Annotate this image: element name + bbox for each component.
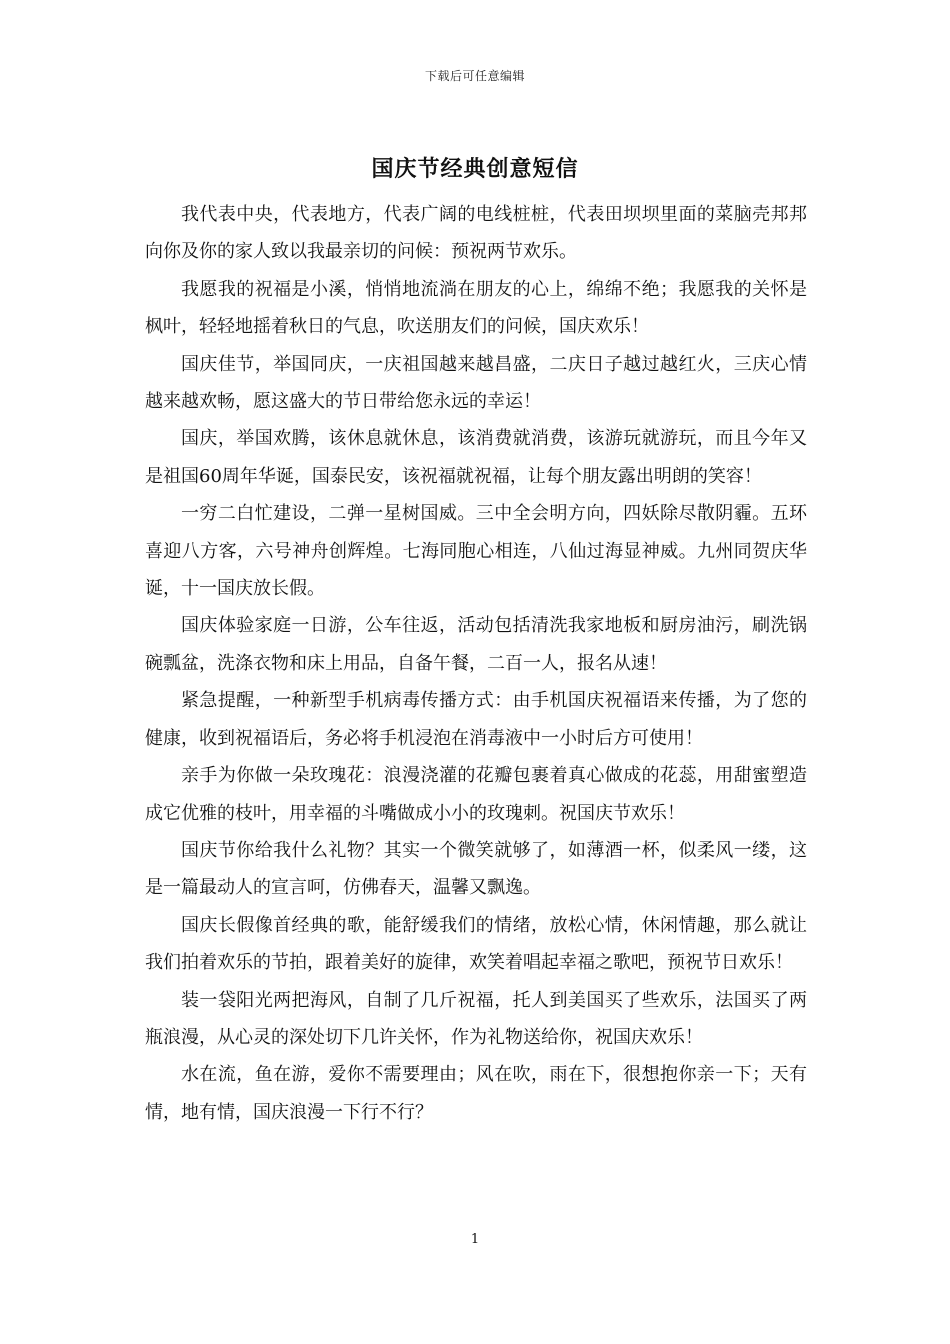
paragraph-3: 国庆佳节，举国同庆，一庆祖国越来越昌盛，二庆日子越过越红火，三庆心情越来越欢畅，愿这盛大的节日带给您永远的幸运！: [145, 353, 807, 413]
paragraph-11: 装一袋阳光两把海风，自制了几斤祝福，托人到美国买了些欢乐，法国买了两瓶浪漫，从心灵的深处切下几许关怀，作为礼物送给你，祝国庆欢乐！: [145, 989, 807, 1048]
document-body: [145, 196, 807, 1131]
paragraph-2: 我愿我的祝福是小溪，悄悄地流淌在朋友的心上，绵绵不绝；我愿我的关怀是枫叶，轻轻地摇着秋日的气息，吹送朋友们的问候，国庆欢乐！: [145, 278, 807, 338]
paragraph-8: 亲手为你做一朵玫瑰花：浪漫浇灌的花瓣包裹着真心做成的花蕊，用甜蜜塑造成它优雅的枝叶，用幸福的斗嘴做成小小的玫瑰刺。祝国庆节欢乐！: [145, 765, 807, 824]
paragraph-4: 国庆，举国欢腾，该休息就休息，该消费就消费，该游玩就游玩，而且今年又是祖国60周年华诞，国泰民安，该祝福就祝福，让每个朋友露出明朗的笑容！: [145, 428, 807, 487]
paragraph-6: 国庆体验家庭一日游，公车往返，活动包括清洗我家地板和厨房油污，刷洗锅碗瓢盆，洗涤衣物和床上用品，自备午餐，二百一人，报名从速！: [145, 615, 807, 674]
paragraph-5: 一穷二白忙建设，二弹一星树国威。三中全会明方向，四妖除尽散阴霾。五环喜迎八方客，六号神舟创辉煌。七海同胞心相连，八仙过海显神威。九州同贺庆华诞，十一国庆放长假。: [145, 503, 807, 600]
paragraph-7: 紧急提醒，一种新型手机病毒传播方式：由手机国庆祝福语来传播，为了您的健康，收到祝福语后，务必将手机浸泡在消毒液中一小时后方可使用！: [145, 690, 807, 749]
paragraph-1: 我代表中央，代表地方，代表广阔的电线桩桩，代表田坝坝里面的菜脑壳邦邦向你及你的家人致以我最亲切的问候：预祝两节欢乐。: [145, 204, 807, 263]
paragraph-10: 国庆长假像首经典的歌，能舒缓我们的情绪，放松心情，休闲情趣，那么就让我们拍着欢乐的节拍，跟着美好的旋律，欢笑着唱起幸福之歌吧，预祝节日欢乐！: [145, 914, 807, 974]
paragraph-9: 国庆节你给我什么礼物？其实一个微笑就够了，如薄酒一杯，似柔风一缕，这是一篇最动人的宣言呵，仿佛春天，温馨又飘逸。: [145, 839, 807, 899]
document-title: 国庆节经典创意短信: [371, 156, 579, 182]
page-number: 1: [470, 1232, 480, 1247]
paragraph-12: 水在流，鱼在游，爱你不需要理由；风在吹，雨在下，很想抱你亲一下；天有情，地有情，国庆浪漫一下行不行？: [145, 1064, 807, 1123]
header-note: 下载后可任意编辑: [424, 69, 525, 83]
